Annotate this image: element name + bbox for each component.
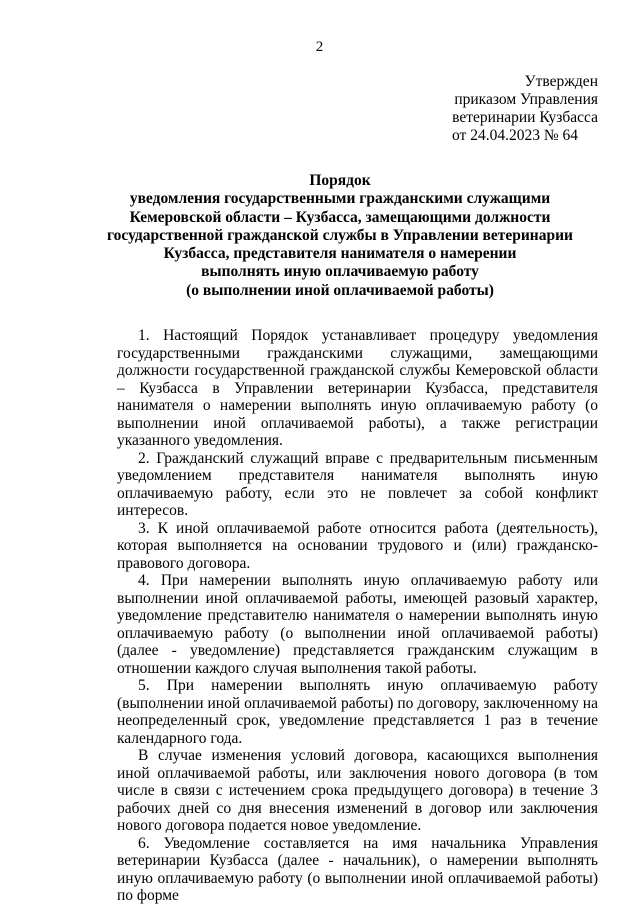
paragraph-2: 2. Гражданский служащий вправе с предварительным письменным уведомлением представителя нанимателя выполнять иную оплачиваемую работу, если это не повлечет за собой конфликт интересов. xyxy=(117,449,598,519)
approval-line: Утвержден xyxy=(524,73,598,90)
title-line: уведомления государственными гражданскими служащими xyxy=(129,190,551,208)
paragraph-4: 4. При намерении выполнять иную оплачиваемую работу или выполнении иной оплачиваемой работы, имеющей разовый характер, уведомление представителю нанимателя о намерении выполнять иную оплачиваемую работу (о выполнении иной оплачиваемой работы) (далее - уведомление) представляется гражданским служащим в отношении каждого случая выполнения такой работы. xyxy=(117,572,598,677)
approval-block xyxy=(452,73,598,145)
title-line: Порядок xyxy=(309,172,371,189)
approval-line: ветеринарии Кузбасса xyxy=(452,109,598,126)
title-line: Кузбасса, представителя нанимателя о намерении xyxy=(163,245,517,263)
document-body xyxy=(117,327,598,905)
approval-date-line: от 24.04.2023 № 64 xyxy=(452,127,578,144)
title-line: государственной гражданской службы в Управлении ветеринарии xyxy=(107,226,573,244)
paragraph-3: 3. К иной оплачиваемой работе относится работа (деятельность), которая выполняется на основании трудового и (или) гражданско-правового договора. xyxy=(117,519,598,572)
title-line: выполнять иную оплачиваемую работу xyxy=(201,263,479,281)
paragraph-5-continued: В случае изменения условий договора, касающихся выполнения иной оплачиваемой работы, или заключения нового договора (в том числе в связи с истечением срока предыдущего договора) в течение 3 рабочих дней со дня внесения изменений в договор или заключения нового договора подается новое уведомление. xyxy=(117,747,598,834)
document-title xyxy=(90,172,590,300)
paragraph-6: 6. Уведомление составляется на имя начальника Управления ветеринарии Кузбасса (далее - начальник), о намерении выполнять иную оплачиваемую работу (о выполнении иной оплачиваемой работы) по форме xyxy=(117,834,598,904)
paragraph-1: 1. Настоящий Порядок устанавливает процедуру уведомления государственными гражданскими служащими, замещающими должности государственной гражданской службы Кемеровской области – Кузбасса в Управлении ветеринарии Кузбасса, представителя нанимателя о намерении выполнять иную оплачиваемую работу (о выполнении иной оплачиваемой работы), а также регистрации указанного уведомления. xyxy=(117,327,598,449)
title-line: Кемеровской области – Кузбасса, замещающими должности xyxy=(129,208,551,226)
title-line: (о выполнении иной оплачиваемой работы) xyxy=(186,281,494,299)
approval-line: приказом Управления xyxy=(454,91,598,108)
paragraph-5: 5. При намерении выполнять иную оплачиваемую работу (выполнении иной оплачиваемой работы) по договору, заключенному на неопределенный срок, уведомление представляется 1 раз в течение календарного года. xyxy=(117,677,598,747)
page-number: 2 xyxy=(315,39,324,55)
